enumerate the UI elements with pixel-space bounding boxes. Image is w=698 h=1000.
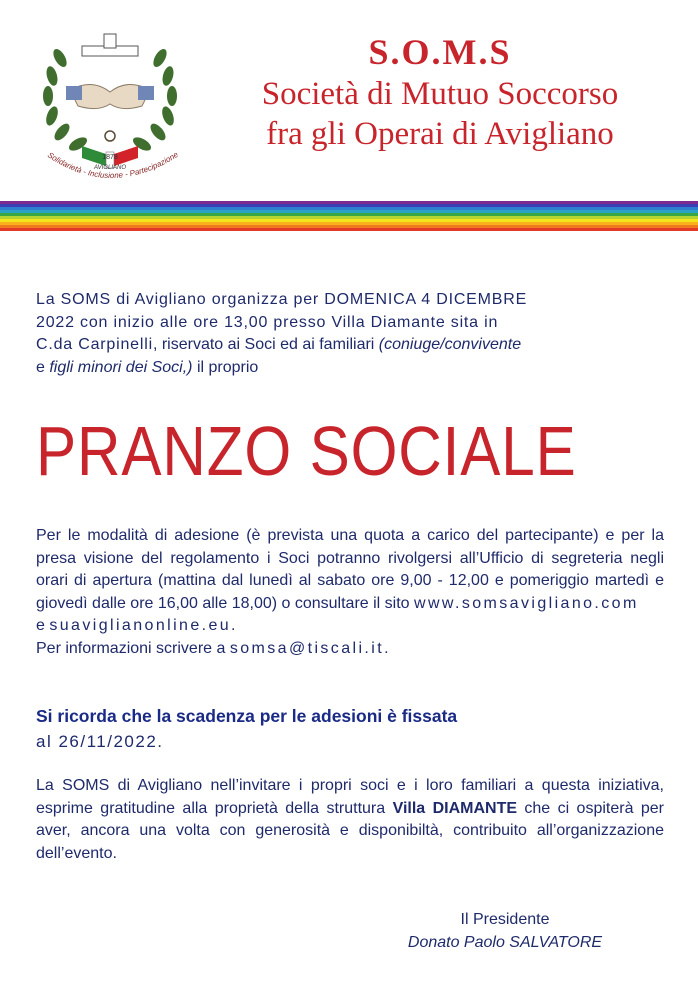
intro-children: figli minori dei Soci,) bbox=[49, 358, 193, 376]
details-paragraph bbox=[36, 525, 664, 660]
reminder-text: Si ricorda che la scadenza per le adesioni è fissata bbox=[36, 706, 458, 726]
title-line-1: Società di Mutuo Soccorso bbox=[261, 76, 619, 112]
details-text: Per le modalità di adesione (è prevista una quota a carico del partecipante) e per la presa visione del regolamento i Soci potranno rivolgersi all’Ufficio di segreteria negli orari di apertura (mattina dal lunedì al sabato ore 9,00 - 12,00 e pomeriggio martedì e giovedì dalle ore 16,00 alle 18,00) o consultare il sito bbox=[36, 527, 664, 612]
details-info-line bbox=[36, 638, 664, 661]
event-title: PRANZO SOCIALE bbox=[36, 412, 577, 490]
logo-motto: Solidarietà - Inclusione - Partecipazione bbox=[45, 149, 180, 181]
signature-role: Il Presidente bbox=[460, 911, 550, 928]
website-link-aviglianonline[interactable]: suaviglianonline.eu. bbox=[49, 617, 238, 634]
intro-and: e bbox=[36, 358, 50, 376]
intro-own: il proprio bbox=[192, 358, 259, 376]
details-conj: e bbox=[36, 617, 45, 634]
thanks-post: che ci ospiterà per aver, ancora una volta con generosità e disponibiltà, contribuito all’organizzazione dell’evento. bbox=[36, 799, 665, 862]
signature-name: Donato Paolo SALVATORE bbox=[407, 934, 603, 951]
intro-reserved: , riservato ai Soci ed ai familiari bbox=[152, 336, 379, 353]
email-link[interactable]: somsa@tiscali.it. bbox=[229, 639, 391, 657]
intro-line-2: 2022 con inizio alle ore 13,00 presso Villa Diamante sita in bbox=[36, 313, 499, 331]
intro-line-1: La SOMS di Avigliano organizza per DOMENICA 4 DICEMBRE bbox=[36, 291, 528, 308]
thanks-venue: Villa DIAMANTE bbox=[392, 799, 518, 817]
intro-location: C.da Carpinelli bbox=[36, 336, 153, 353]
intro-paragraph bbox=[36, 289, 664, 379]
title-line-2: fra gli Operai di Avigliano bbox=[266, 116, 614, 152]
rainbow-stripe bbox=[0, 228, 698, 231]
title-acronym: S.O.M.S bbox=[368, 32, 512, 72]
reminder-date: al 26/11/2022. bbox=[36, 732, 164, 751]
logo-year: 1878 bbox=[102, 154, 118, 161]
soms-logo bbox=[22, 28, 202, 188]
intro-line-3 bbox=[36, 334, 664, 357]
details-line-site2 bbox=[36, 615, 664, 638]
website-link-soms[interactable]: www.somsavigliano.com bbox=[414, 594, 639, 612]
intro-spouse: (coniuge/convivente bbox=[378, 336, 522, 353]
details-info-pre: Per informazioni scrivere a bbox=[36, 639, 230, 657]
emblem-icon bbox=[22, 28, 202, 188]
logo-city: AVIGLIANO bbox=[93, 165, 127, 171]
header-titles bbox=[200, 30, 680, 154]
thanks-paragraph bbox=[36, 775, 664, 865]
signature-block bbox=[360, 908, 650, 954]
deadline-reminder bbox=[36, 704, 676, 754]
rainbow-band bbox=[0, 201, 698, 231]
intro-line-4 bbox=[36, 357, 664, 380]
thanks-pre: La SOMS di Avigliano nell’invitare i propri soci e i loro familiari a questa iniziativa, esprime gratitudine alla proprietà della struttura bbox=[36, 777, 664, 817]
